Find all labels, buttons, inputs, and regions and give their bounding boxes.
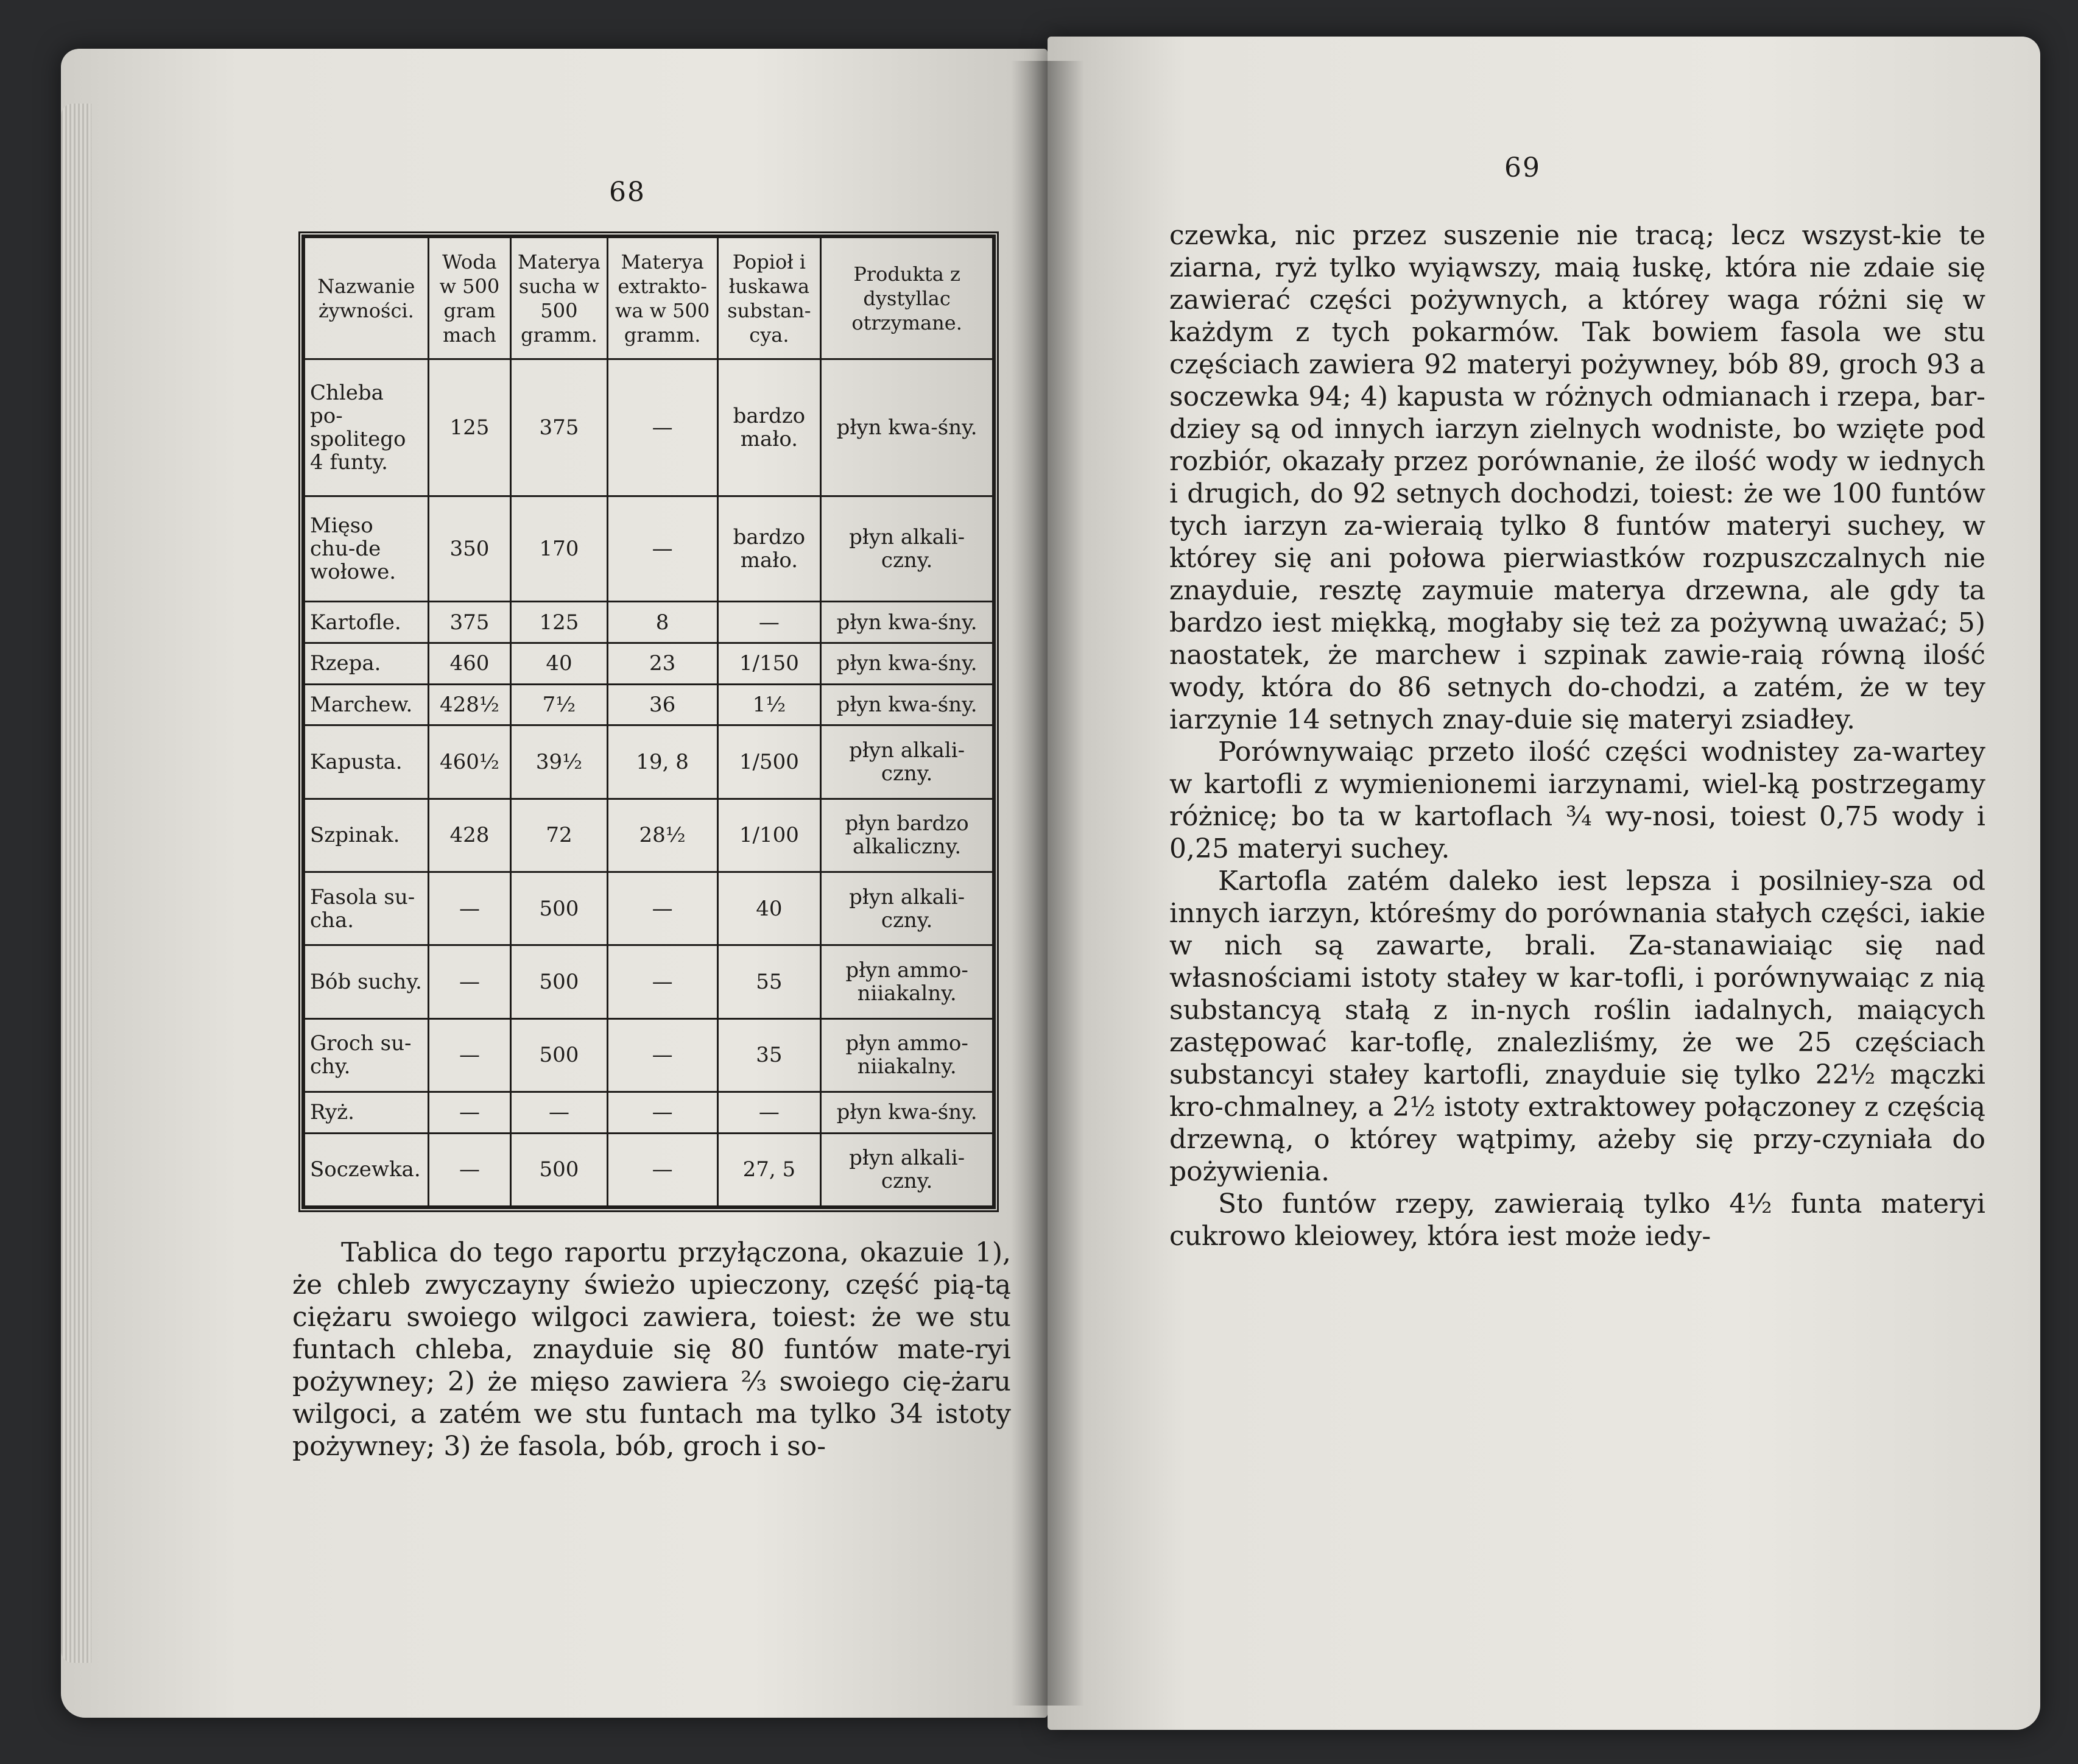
header-name: Nazwanie żywności.: [305, 238, 429, 359]
table-cell-produkt: płyn kwa-śny.: [821, 1092, 993, 1133]
table-cell-popiol: bardzo mało.: [717, 496, 821, 602]
table-row: [305, 945, 993, 1018]
table-row: [305, 872, 993, 945]
table-row: [305, 1133, 993, 1206]
table-row: [305, 496, 993, 602]
table-cell-produkt: płyn alkali-czny.: [821, 496, 993, 602]
nutrition-table: [303, 236, 994, 1207]
table-cell-extrakt: 8: [607, 602, 717, 643]
table-row: [305, 359, 993, 496]
table-cell-woda: —: [428, 1092, 511, 1133]
table-cell-woda: 375: [428, 602, 511, 643]
page-edges: [61, 104, 91, 1663]
table-cell-extrakt: 19, 8: [607, 725, 717, 799]
table-row: [305, 643, 993, 684]
table-cell-name: Soczewka.: [305, 1133, 429, 1206]
table-cell-name: Marchew.: [305, 684, 429, 725]
table-cell-extrakt: —: [607, 496, 717, 602]
table-cell-sucha: 500: [511, 1133, 607, 1206]
table-cell-produkt: płyn kwa-śny.: [821, 359, 993, 496]
paragraph: Tablica do tego raportu przyłączona, okazuie 1), że chleb zwyczayny świeżo upieczony, część pią-tą ciężaru swoiego wilgoci zawiera, toiest: że we stu funtach chleba, znayduie się 80 funtów mate-ryi pożywney; 2) że mięso zawiera ⅔ swoiego cię-żaru wilgoci, a zatém we stu funtach ma tylko 34 istoty pożywney; 3) że fasola, bób, groch i so-: [292, 1237, 1011, 1462]
table-cell-name: Kartofle.: [305, 602, 429, 643]
table-header-row: [305, 238, 993, 359]
table-cell-woda: —: [428, 872, 511, 945]
table-cell-produkt: płyn kwa-śny.: [821, 684, 993, 725]
table-cell-popiol: 40: [717, 872, 821, 945]
table-cell-popiol: 1/150: [717, 643, 821, 684]
table-cell-name: Ryż.: [305, 1092, 429, 1133]
left-page: [61, 49, 1048, 1718]
table-cell-sucha: 40: [511, 643, 607, 684]
table-cell-produkt: płyn kwa-śny.: [821, 602, 993, 643]
page-number-left: 68: [609, 177, 646, 208]
table-cell-extrakt: 36: [607, 684, 717, 725]
table-cell-name: Fasola su-cha.: [305, 872, 429, 945]
table-row: [305, 1018, 993, 1092]
table-cell-name: Chleba po-spolitego 4 funty.: [305, 359, 429, 496]
table-cell-woda: 350: [428, 496, 511, 602]
table-cell-popiol: 1/500: [717, 725, 821, 799]
table-cell-popiol: 55: [717, 945, 821, 1018]
table-cell-woda: 428½: [428, 684, 511, 725]
page-number-right: 69: [1504, 152, 1541, 183]
header-extrakt: Materya extrakto-wa w 500 gramm.: [607, 238, 717, 359]
table-cell-extrakt: —: [607, 359, 717, 496]
table-cell-extrakt: —: [607, 1133, 717, 1206]
table-cell-woda: 460½: [428, 725, 511, 799]
table-cell-name: Rzepa.: [305, 643, 429, 684]
table-cell-popiol: 1/100: [717, 799, 821, 872]
paragraph: czewka, nic przez suszenie nie tracą; lecz wszyst-kie te ziarna, ryż tylko wyiąwszy, maią łuskę, która nie zdaie się zawierać części pożywnych, a którey waga różni się w każdym z tych pokarmów. Tak bowiem fasola we stu częściach zawiera 92 materyi pożywney, bób 89, groch 93 a soczewka 94; 4) kapusta w różnych odmianach i rzepa, bar-dziey są od innych iarzyn zielnych wodniste, bo wzięte pod rozbiór, okazały przez porównanie, że ilość wody w iednych i drugich, do 92 setnych dochodzi, toiest: że we 100 funtów tych iarzyn za-wieraią tylko 8 funtów materyi suchey, w którey się ani połowa pierwiastków rozpuszczalnych nie znayduie, resztę zaymuie materya drzewna, ale gdy ta bardzo iest miękką, mogłaby się też za pożywną uważać; 5) naostatek, że marchew i szpinak zawie-raią równą ilość wody, która do 86 setnych do-chodzi, a zatém, że w tey iarzynie 14 setnych znay-duie się materyi zsiadłey.: [1169, 220, 1985, 735]
table-cell-produkt: płyn ammo-niiakalny.: [821, 945, 993, 1018]
table-row: [305, 799, 993, 872]
table-cell-extrakt: —: [607, 1092, 717, 1133]
table-cell-name: Kapusta.: [305, 725, 429, 799]
table-cell-woda: —: [428, 945, 511, 1018]
table-cell-extrakt: 28½: [607, 799, 717, 872]
table-cell-woda: —: [428, 1133, 511, 1206]
table-cell-sucha: —: [511, 1092, 607, 1133]
table-cell-popiol: bardzo mało.: [717, 359, 821, 496]
paragraph: Sto funtów rzepy, zawieraią tylko 4½ funta materyi cukrowo kleiowey, która iest może iedy-: [1169, 1188, 1985, 1252]
right-page-text: [1169, 219, 1985, 1252]
table-cell-popiol: 35: [717, 1018, 821, 1092]
table-cell-name: Mięso chu-de wołowe.: [305, 496, 429, 602]
table-cell-sucha: 500: [511, 945, 607, 1018]
table-row: [305, 725, 993, 799]
table-cell-extrakt: 23: [607, 643, 717, 684]
header-popiol: Popioł i łuskawa substan-cya.: [717, 238, 821, 359]
table-cell-name: Groch su-chy.: [305, 1018, 429, 1092]
header-produkt: Produkta z dystyllac otrzymane.: [821, 238, 993, 359]
table-cell-popiol: —: [717, 602, 821, 643]
paragraph: Kartofla zatém daleko iest lepsza i posilniey-sza od innych iarzyn, któreśmy do porównania stałych części, iakie w nich są zawarte, brali. Za-stanawiaiąc się nad własnościami istoty stałey w kar-tofli, i porównywaiąc z nią substancyą stałą z in-nych roślin iadalnych, maiących zastępować kar-toflę, znalezliśmy, że we 25 częściach substancyi stałey kartofli, znayduie się tylko 22½ mączki kro-chmalney, a 2½ istoty extraktowey połączoney z częścią drzewną, o którey wątpimy, ażeby się przy-czyniała do pożywienia.: [1169, 866, 1985, 1187]
table-row: [305, 602, 993, 643]
paragraph: Porównywaiąc przeto ilość części wodnistey za-wartey w kartofli z wymienionemi iarzynami, wiel-ką postrzegamy różnicę; bo ta w kartoflach ¾ wy-nosi, toiest 0,75 wody i 0,25 materyi suchey.: [1169, 736, 1985, 864]
table-cell-extrakt: —: [607, 1018, 717, 1092]
table-cell-sucha: 39½: [511, 725, 607, 799]
table-cell-popiol: 27, 5: [717, 1133, 821, 1206]
table-cell-produkt: płyn alkali-czny.: [821, 1133, 993, 1206]
table-cell-sucha: 7½: [511, 684, 607, 725]
table-cell-popiol: 1½: [717, 684, 821, 725]
table-cell-name: Szpinak.: [305, 799, 429, 872]
header-woda: Woda w 500 gram mach: [428, 238, 511, 359]
table-cell-extrakt: —: [607, 872, 717, 945]
table-cell-sucha: 500: [511, 1018, 607, 1092]
open-book: [37, 37, 2040, 1730]
table-cell-name: Bób suchy.: [305, 945, 429, 1018]
table-cell-produkt: płyn ammo-niiakalny.: [821, 1018, 993, 1092]
table-cell-sucha: 170: [511, 496, 607, 602]
table-cell-produkt: płyn alkali-czny.: [821, 725, 993, 799]
right-page: [1048, 37, 2040, 1730]
table-body: [305, 359, 993, 1207]
table-cell-extrakt: —: [607, 945, 717, 1018]
table-cell-woda: 460: [428, 643, 511, 684]
table-cell-woda: —: [428, 1018, 511, 1092]
table-row: [305, 684, 993, 725]
table-row: [305, 1092, 993, 1133]
table-cell-sucha: 72: [511, 799, 607, 872]
table-cell-sucha: 375: [511, 359, 607, 496]
table-cell-popiol: —: [717, 1092, 821, 1133]
table-cell-sucha: 125: [511, 602, 607, 643]
header-sucha: Materya sucha w 500 gramm.: [511, 238, 607, 359]
table-cell-woda: 125: [428, 359, 511, 496]
table-cell-produkt: płyn kwa-śny.: [821, 643, 993, 684]
nutrition-table-frame: [298, 231, 999, 1212]
left-page-text: [292, 1237, 1011, 1462]
table-cell-produkt: płyn alkali-czny.: [821, 872, 993, 945]
table-cell-woda: 428: [428, 799, 511, 872]
table-cell-produkt: płyn bardzo alkaliczny.: [821, 799, 993, 872]
table-cell-sucha: 500: [511, 872, 607, 945]
